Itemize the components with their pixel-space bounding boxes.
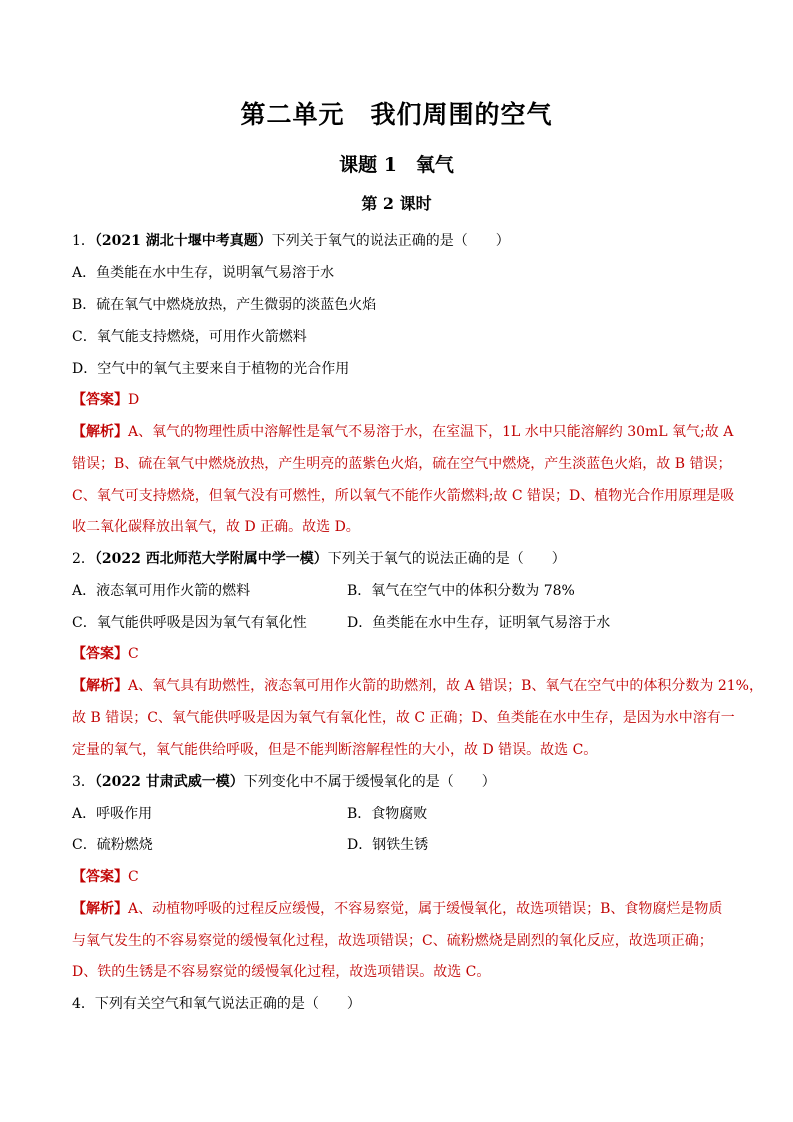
question-2-stem: 2．（2022 西北师范大学附属中学一模）下列关于氧气的说法正确的是（ ） bbox=[72, 551, 566, 567]
analysis-label: 【解析】 bbox=[72, 424, 128, 440]
option: A．液态氧可用作火箭的燃料 bbox=[72, 583, 251, 599]
option: B．硫在氧气中燃烧放热，产生微弱的淡蓝色火焰 bbox=[72, 297, 377, 313]
option: C．氧气能供呼吸是因为氧气有氧化性 bbox=[72, 615, 307, 631]
analysis-line: 【解析】A、动植物呼吸的过程反应缓慢，不容易察觉，属于缓慢氧化，故选项错误；B、食物腐烂是物质 bbox=[72, 901, 723, 917]
option: D．空气中的氧气主要来自于植物的光合作用 bbox=[72, 361, 350, 377]
analysis-line: 错误；B、硫在氧气中燃烧放热，产生明亮的蓝紫色火焰，硫在空气中燃烧，产生淡蓝色火焰，故 B 错误； bbox=[72, 456, 732, 472]
answer-line bbox=[72, 389, 732, 411]
answer-value: D bbox=[128, 392, 140, 408]
question-source: （2022 甘肃武威一模） bbox=[94, 774, 244, 790]
analysis-line: 故 B 错误；C、氧气能供呼吸是因为氧气有氧化性，故 C 正确；D、鱼类能在水中生存，是因为水中溶有一 bbox=[72, 710, 735, 726]
option: B．氧气在空气中的体积分数为 78% bbox=[347, 583, 575, 599]
period-title: 第 2 课时 bbox=[361, 194, 432, 213]
analysis-label: 【解析】 bbox=[72, 901, 128, 917]
analysis-line: 定量的氧气，氧气能供给呼吸，但是不能判断溶解程性的大小，故 D 错误。故选 C。 bbox=[72, 742, 598, 758]
analysis-line: 收二氧化碳释放出氧气，故 D 正确。故选 D。 bbox=[72, 519, 360, 535]
question-4-stem: 4．下列有关空气和氧气说法正确的是（ ） bbox=[72, 996, 361, 1012]
question-source: （2021 湖北十堰中考真题） bbox=[94, 233, 272, 249]
option: C．硫粉燃烧 bbox=[72, 837, 153, 853]
unit-title: 第二单元 我们周围的空气 bbox=[240, 100, 553, 129]
answer-label: 【答案】 bbox=[72, 646, 128, 662]
answer-label: 【答案】 bbox=[72, 869, 128, 885]
analysis-line: 【解析】A、氧气的物理性质中溶解性是氧气不易溶于水，在室温下，1L 水中只能溶解约 30mL 氧气;故 A bbox=[72, 424, 734, 440]
analysis-line: 【解析】A、氧气具有助燃性，液态氧可用作火箭的助燃剂，故 A 错误；B、氧气在空气中的体积分数为 21%， bbox=[72, 678, 763, 694]
answer-value: C bbox=[128, 646, 139, 662]
question-source: （2022 西北师范大学附属中学一模） bbox=[94, 551, 328, 567]
analysis-label: 【解析】 bbox=[72, 678, 128, 694]
answer-label: 【答案】 bbox=[72, 392, 128, 408]
question-1-stem: 1．（2021 湖北十堰中考真题）下列关于氧气的说法正确的是（ ） bbox=[72, 233, 510, 249]
answer-value: C bbox=[128, 869, 139, 885]
answer-line bbox=[72, 643, 732, 665]
option: A．呼吸作用 bbox=[72, 806, 153, 822]
option: D．鱼类能在水中生存，证明氧气易溶于水 bbox=[347, 615, 611, 631]
option: B．食物腐败 bbox=[347, 806, 428, 822]
analysis-line: C、氧气可支持燃烧，但氧气没有可燃性，所以氧气不能作火箭燃料;故 C 错误；D、植物光合作用原理是吸 bbox=[72, 488, 735, 504]
option: C．氧气能支持燃烧，可用作火箭燃料 bbox=[72, 329, 307, 345]
analysis-line: 与氧气发生的不容易察觉的缓慢氧化过程，故选项错误；C、硫粉燃烧是剧烈的氧化反应，故选项正确； bbox=[72, 933, 713, 949]
answer-line bbox=[72, 866, 732, 888]
option: D．钢铁生锈 bbox=[347, 837, 429, 853]
analysis-line: D、铁的生锈是不容易察觉的缓慢氧化过程，故选项错误。故选 C。 bbox=[72, 964, 491, 980]
lesson-title: 课题 1 氧气 bbox=[339, 154, 454, 176]
option: A．鱼类能在水中生存，说明氧气易溶于水 bbox=[72, 265, 335, 281]
question-3-stem: 3．（2022 甘肃武威一模）下列变化中不属于缓慢氧化的是（ ） bbox=[72, 774, 496, 790]
